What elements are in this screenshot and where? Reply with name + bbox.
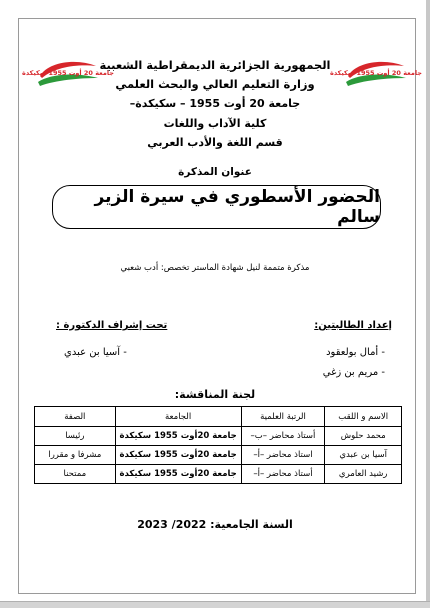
table-cell: مشرفا و مقررا [35,446,116,465]
header-republic: الجمهورية الجزائرية الديمقراطية الشعبية [99,58,331,72]
column-header: الجامعة [115,407,241,427]
logo-right-text: جامعة 20 أوت 1955 سكيكدة [330,69,422,77]
supervisor-name: - آسيا بن عبدي [64,347,127,358]
table-cell: جامعة 20أوت 1955 سكيكدة [115,465,241,484]
window-right-edge [426,0,430,608]
table-cell: جامعة 20أوت 1955 سكيكدة [115,427,241,446]
committee-heading: لجنة المناقشة: [174,388,256,401]
memo-title: الحضور الأسطوري في سيرة الزير سالم [94,187,380,227]
table-cell: رئيسا [35,427,116,446]
table-cell: جامعة 20أوت 1955 سكيكدة [115,446,241,465]
committee-table [34,406,402,484]
student-name: - مريم بن زغي [322,367,385,378]
academic-year: السنة الجامعية: 2022/ 2023 [137,518,293,531]
header-department: قسم اللغة والأدب العربي [147,136,283,149]
table-cell: رشيد العامري [325,465,402,484]
window-bottom-edge [0,601,430,608]
memo-title-label: عنوان المذكرة [178,166,252,178]
supervision-heading: تحت إشراف الدكتورة : [56,320,168,331]
student-name: - أمال بولعقود [326,347,385,358]
table-cell: أستاذ محاضر –ب– [241,427,325,446]
logo-left-text: جامعة 20 أوت 1955 سكيكدة [22,69,114,77]
preparation-heading: إعداد الطالبتين: [314,320,392,331]
table-header-row [35,407,402,427]
column-header: الرتبة العلمية [241,407,325,427]
table-cell: محمد حلوش [325,427,402,446]
title-frame [52,185,381,229]
table-cell: آسيا بن عبدي [325,446,402,465]
table-row [35,446,402,465]
column-header: الصفة [35,407,116,427]
table-cell: أستاذ محاضر –أ– [241,465,325,484]
column-header: الاسم و اللقب [325,407,402,427]
header-faculty: كلية الآداب واللغات [163,117,267,130]
table-cell: استاذ محاضر –أ– [241,446,325,465]
header-university: جامعة 20 أوت 1955 – سكيكدة– [129,97,301,110]
table-cell: ممتحنا [35,465,116,484]
table-row [35,427,402,446]
table-row [35,465,402,484]
header-ministry: وزارة التعليم العالي والبحث العلمي [115,77,315,91]
memo-subtitle: مذكرة متممة لنيل شهادة الماستر تخصص: أدب شعبي [120,263,310,273]
